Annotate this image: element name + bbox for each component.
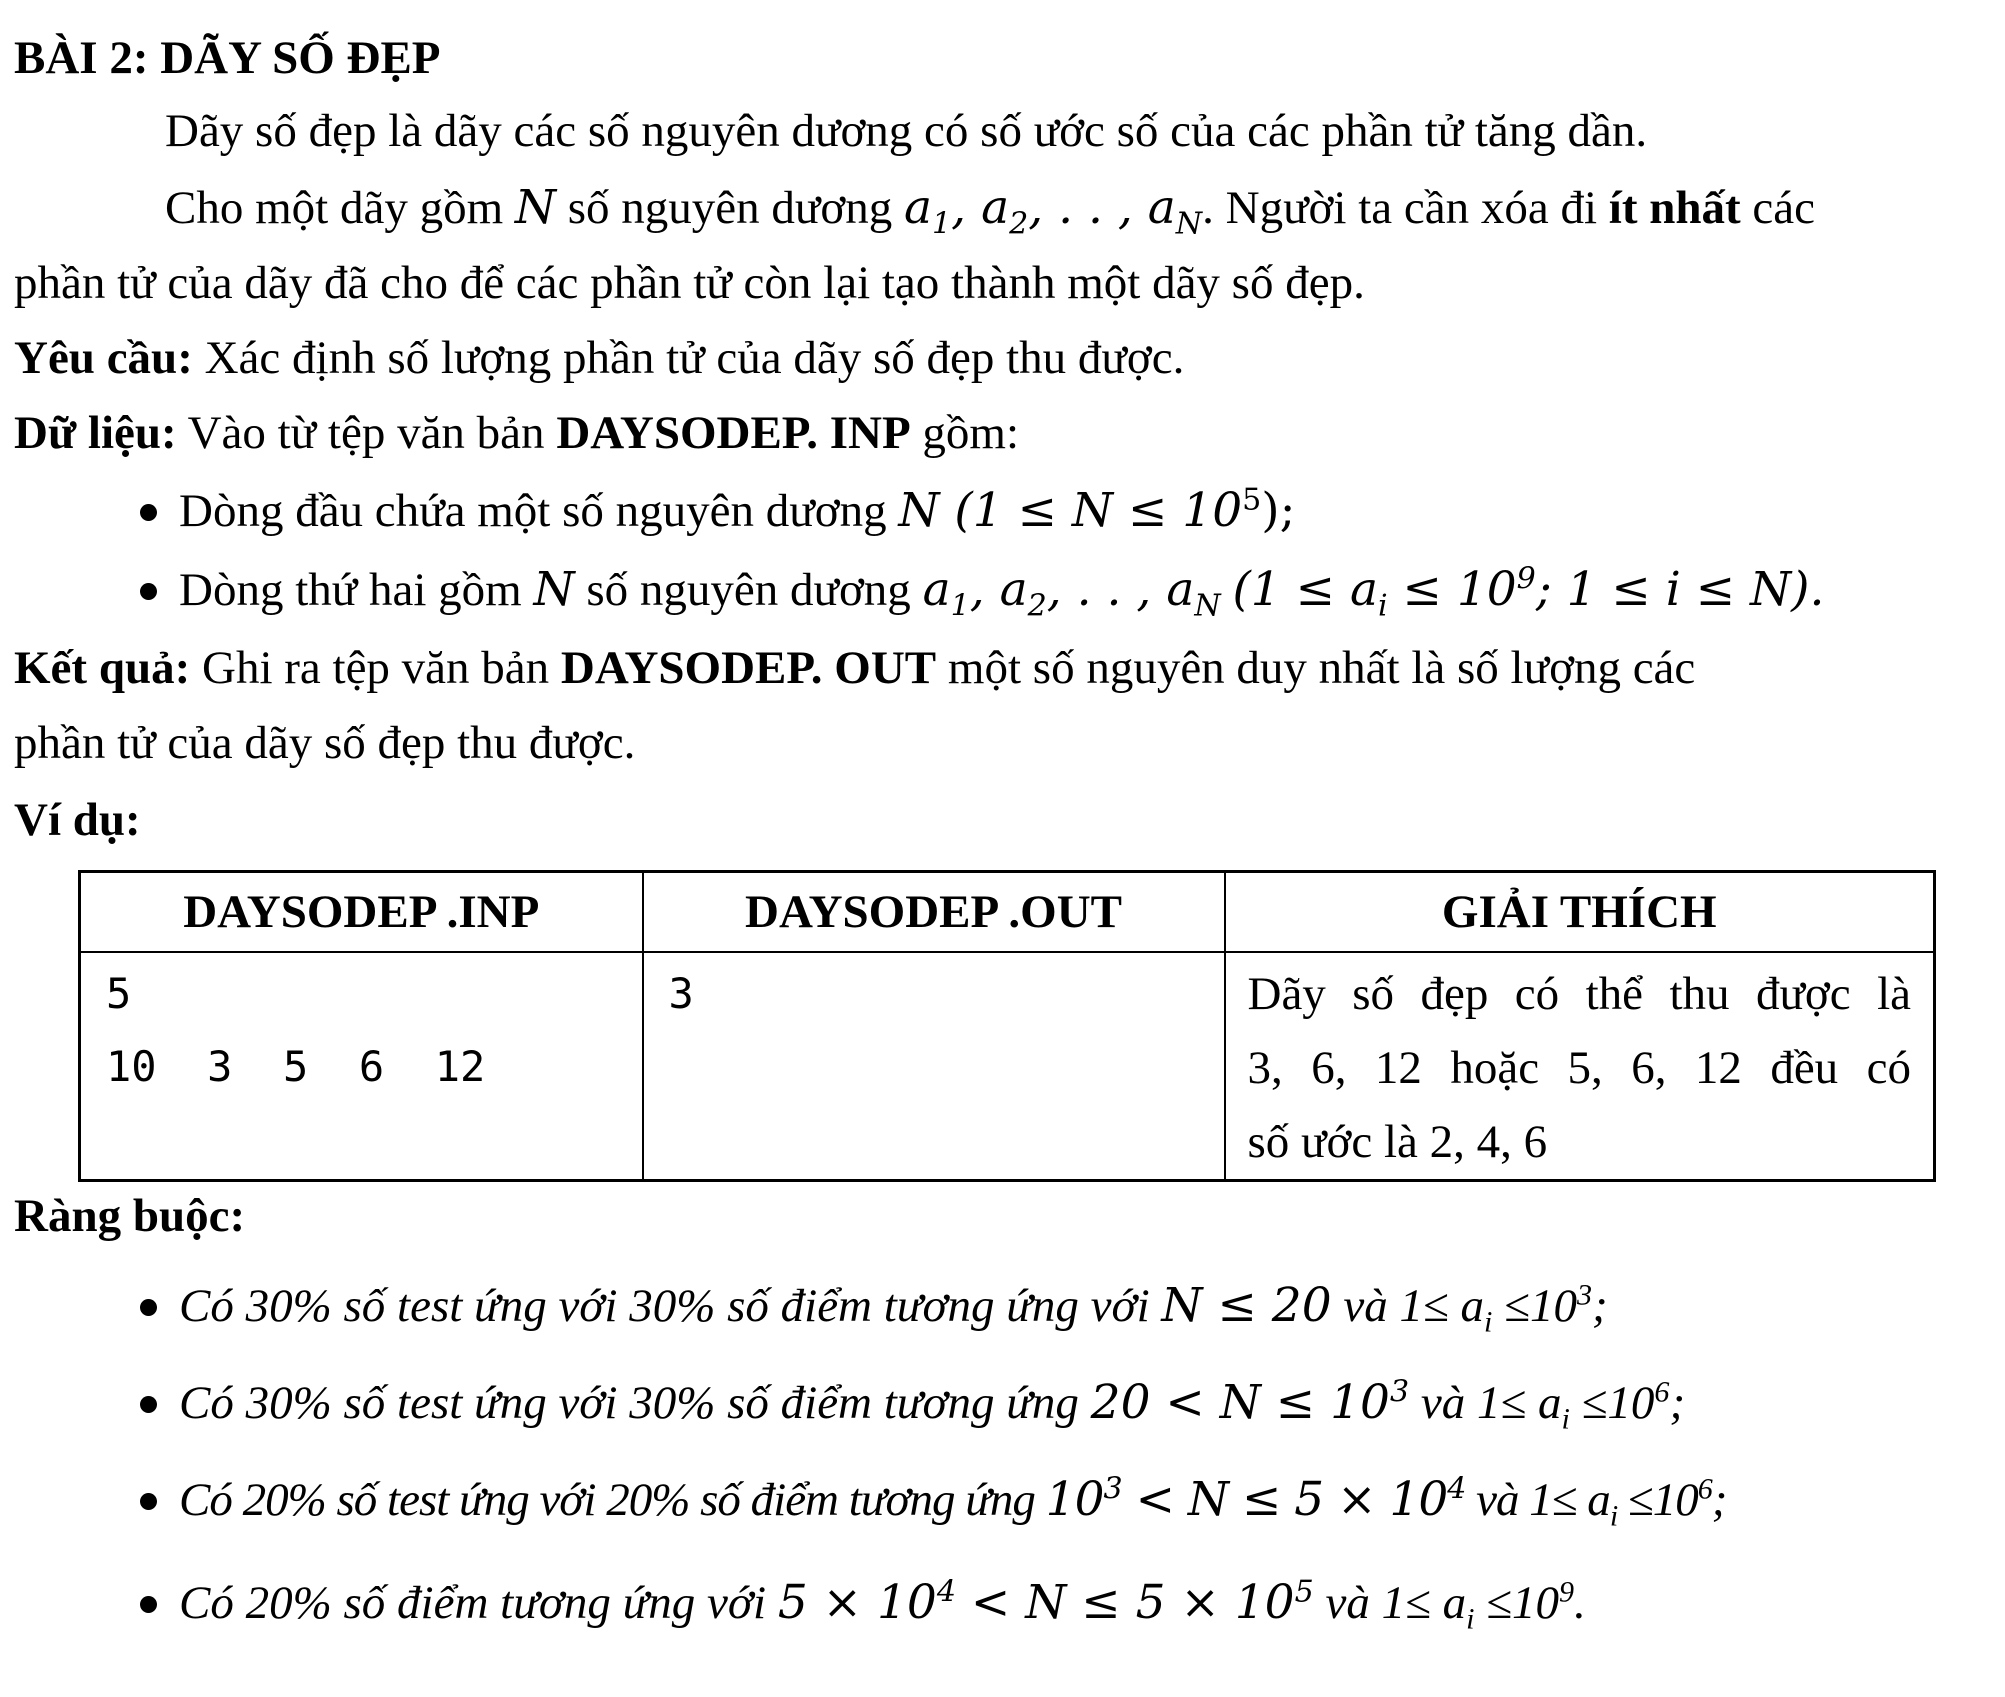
output-section: Kết quả: Ghi ra tệp văn bản DAYSODEP. OUT một số nguyên duy nhất là số lượng các	[14, 642, 1696, 694]
constraints-label: Ràng buộc:	[14, 1190, 246, 1242]
input-bullet-1: Dòng đầu chứa một số nguyên dương N $(1 \le N \le 10^5)$;	[140, 483, 1295, 539]
example-table	[78, 870, 1936, 1182]
explain-line: 3, 6, 12 hoặc 5, 6, 12 đều có	[1247, 1042, 1911, 1094]
input-bullet-2: Dòng thứ hai gồm N số nguyên dương $a_1$, $a_2$, . . , $a_N$ ($1 \le a_i \le 10^9$; 1 ≤ i ≤ N).	[140, 562, 1824, 618]
table-cell-inp	[80, 952, 643, 1181]
input-section: Dữ liệu: Vào từ tệp văn bản DAYSODEP. INP gồm:	[14, 407, 1020, 459]
constraint-item: Có 30% số test ứng với 30% số điểm tương ứng với N ≤ 20 và $1\le a_i \le 10^3$;	[140, 1278, 1608, 1334]
paragraph-2-line-2: phần tử của dãy đã cho để các phần tử còn lại tạo thành một dãy số đẹp.	[14, 257, 1365, 309]
explain-line: số ước là 2, 4, 6	[1247, 1116, 1548, 1168]
requirement-section: Yêu cầu: Xác định số lượng phần tử của dãy số đẹp thu được.	[14, 332, 1185, 384]
table-header-out: DAYSODEP .OUT	[643, 872, 1225, 953]
example-label: Ví dụ:	[14, 794, 141, 846]
bullet-icon	[140, 504, 157, 521]
table-cell-out	[643, 952, 1225, 1181]
bullet-icon	[140, 1596, 157, 1613]
inp-line: 10 3 5 6 12	[106, 1042, 486, 1091]
intro-paragraph: Dãy số đẹp là dãy các số nguyên dương có số ước số của các phần tử tăng dần.	[165, 105, 1648, 157]
problem-title: BÀI 2: DÃY SỐ ĐẸP	[14, 32, 441, 84]
table-header-inp: DAYSODEP .INP	[80, 872, 643, 953]
inp-line: 5	[106, 969, 132, 1018]
table-header-explain: GIẢI THÍCH	[1225, 872, 1935, 953]
constraint-item: Có 30% số test ứng với 30% số điểm tương ứng $20 < N \le 10^3$ và $1\le a_i \le 10^6$;	[140, 1375, 1685, 1431]
bullet-icon	[140, 1396, 157, 1413]
bullet-icon	[140, 583, 157, 600]
constraint-item: Có 20% số điểm tương ứng với $5 \times 10^4 < N \le 5 \times 10^5$ và $1\le a_i \le 10^9$.	[140, 1575, 1586, 1631]
table-cell-explain	[1225, 952, 1935, 1181]
paragraph-2-line-1: Cho một dãy gồm N số nguyên dương $a_1$, $a_2$, . . , $a_N$. Người ta cần xóa đi ít nhất các	[165, 180, 1815, 242]
explain-line: Dãy số đẹp có thể thu được là	[1247, 968, 1911, 1020]
output-section-line-2: phần tử của dãy số đẹp thu được.	[14, 717, 636, 769]
constraint-item: Có 20% số test ứng với 20% số điểm tương ứng $10^3 < N \le 5 \times 10^4$ và $1\le a_i \le 10^6$;	[140, 1472, 1726, 1528]
bullet-icon	[140, 1493, 157, 1510]
bullet-icon	[140, 1299, 157, 1316]
out-line: 3	[668, 969, 694, 1018]
table-header-row	[80, 872, 1935, 953]
table-row	[80, 952, 1935, 1181]
